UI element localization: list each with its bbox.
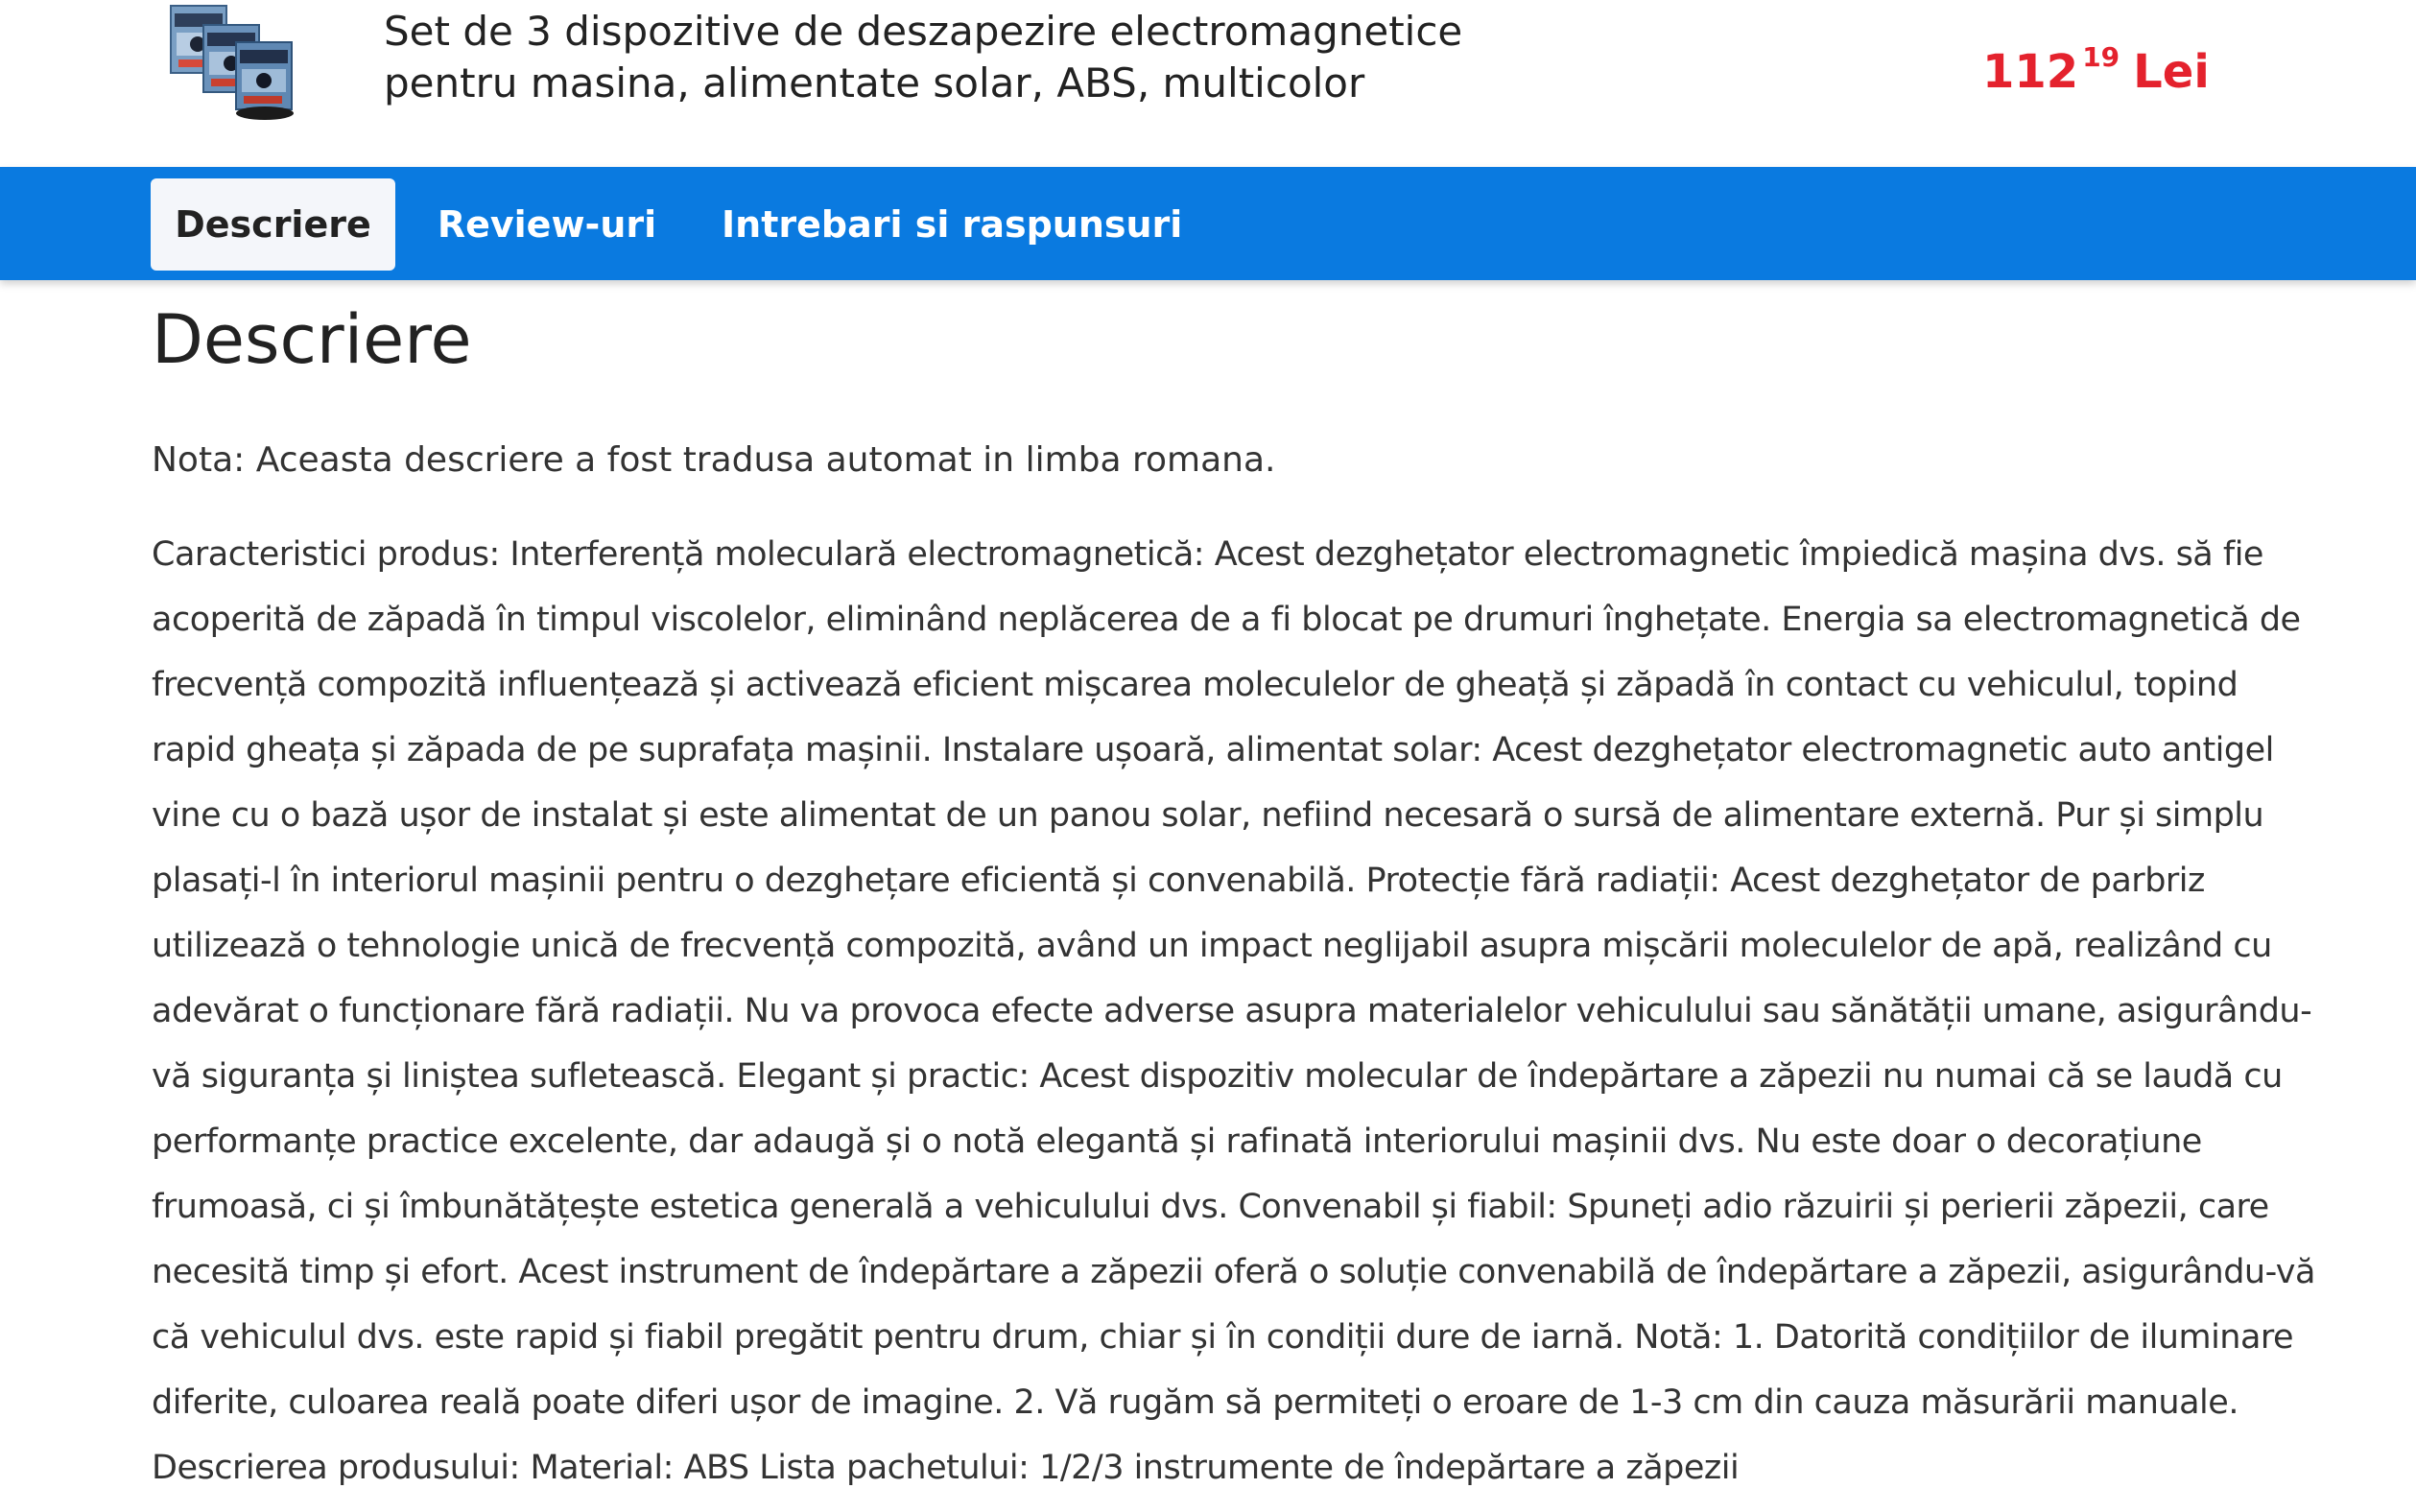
product-thumbnail-image[interactable] [159, 0, 303, 125]
product-title[interactable] [384, 6, 1535, 109]
product-sticky-header [0, 0, 2416, 167]
translation-note: Nota: Aceasta descriere a fost tradusa automat in limba romana. [152, 440, 1276, 480]
tab-review-uri[interactable]: Review-uri [437, 203, 657, 246]
description-section [152, 280, 2330, 1500]
tab-descriere[interactable]: Descriere [151, 178, 395, 271]
product-title-line-1: Set de 3 dispozitive de deszapezire electromagnetice [384, 8, 1463, 55]
tab-intrebari-si-raspunsuri[interactable]: Intrebari si raspunsuri [722, 203, 1183, 246]
price-integer: 112 [1982, 45, 2079, 99]
section-title: Descriere [152, 300, 472, 379]
product-thumbnail-icon [159, 0, 303, 125]
product-price [1982, 27, 2210, 103]
product-description: Caracteristici produs: Interferență moleculară electromagnetică: Acest dezghețator electromagnetic împiedică mașina dvs. să fie acoperită de zăpadă în timpul viscolelor, eliminând neplăcerea de a fi blocat pe drumuri înghețate. Energia sa electromagnetică de frecvență compozită influențează și activează eficient mișcarea moleculelor de gheață și zăpadă în contact cu vehiculul, topind rapid gheața și zăpada de pe suprafața mașinii. Instalare ușoară, alimentat solar: Acest dezghețator electromagnetic auto antigel vine cu o bază ușor de instalat și este alimentat de un panou solar, nefiind necesară o sursă de alimentare externă. Pur și simplu plasați-l în interiorul mașinii pentru o dezghețare eficientă și convenabilă. Protecție fără radiații: Acest dezghețator de parbriz utilizează o tehnologie unică de frecvență compozită, având un impact neglijabil asupra mișcării moleculelor de apă, realizând cu adevărat o funcționare fără radiații. Nu va provoca efecte adverse asupra materialelor vehiculului sau sănătății umane, asigurându-vă siguranța și liniștea sufletească. Elegant și practic: Acest dispozitiv molecular de îndepărtare a zăpezii nu numai că se laudă cu performanțe practice excelente, dar adaugă și o notă elegantă și rafinată interiorului mașinii dvs. Nu este doar o decorațiune frumoasă, ci și îmbunătățește estetica generală a vehiculului dvs. Convenabil și fiabil: Spuneți adio răzuirii și perierii zăpezii, care necesită timp și efort. Acest instrument de îndepărtare a zăpezii oferă o soluție convenabilă de îndepărtare a zăpezii, asigurându-vă că vehiculul dvs. este rapid și fiabil pregătit pentru drum, chiar și în condiții dure de iarnă. Notă: 1. Datorită condițiilor de iluminare diferite, culoarea reală poate diferi ușor de imagine. 2. Vă rugăm să permiteți o eroare de 1-3 cm din cauza măsurării manuale. Descrierea produsului: Material: ABS Lista pachetului: 1/2/3 instrumente de îndepărtare a zăpezii [152, 535, 2315, 1487]
price-decimals: 19 [2082, 41, 2120, 73]
product-title-line-2: pentru masina, alimentate solar, ABS, multicolor [384, 59, 1365, 106]
price-currency: Lei [2133, 45, 2210, 99]
product-tabs-bar [0, 167, 2416, 280]
